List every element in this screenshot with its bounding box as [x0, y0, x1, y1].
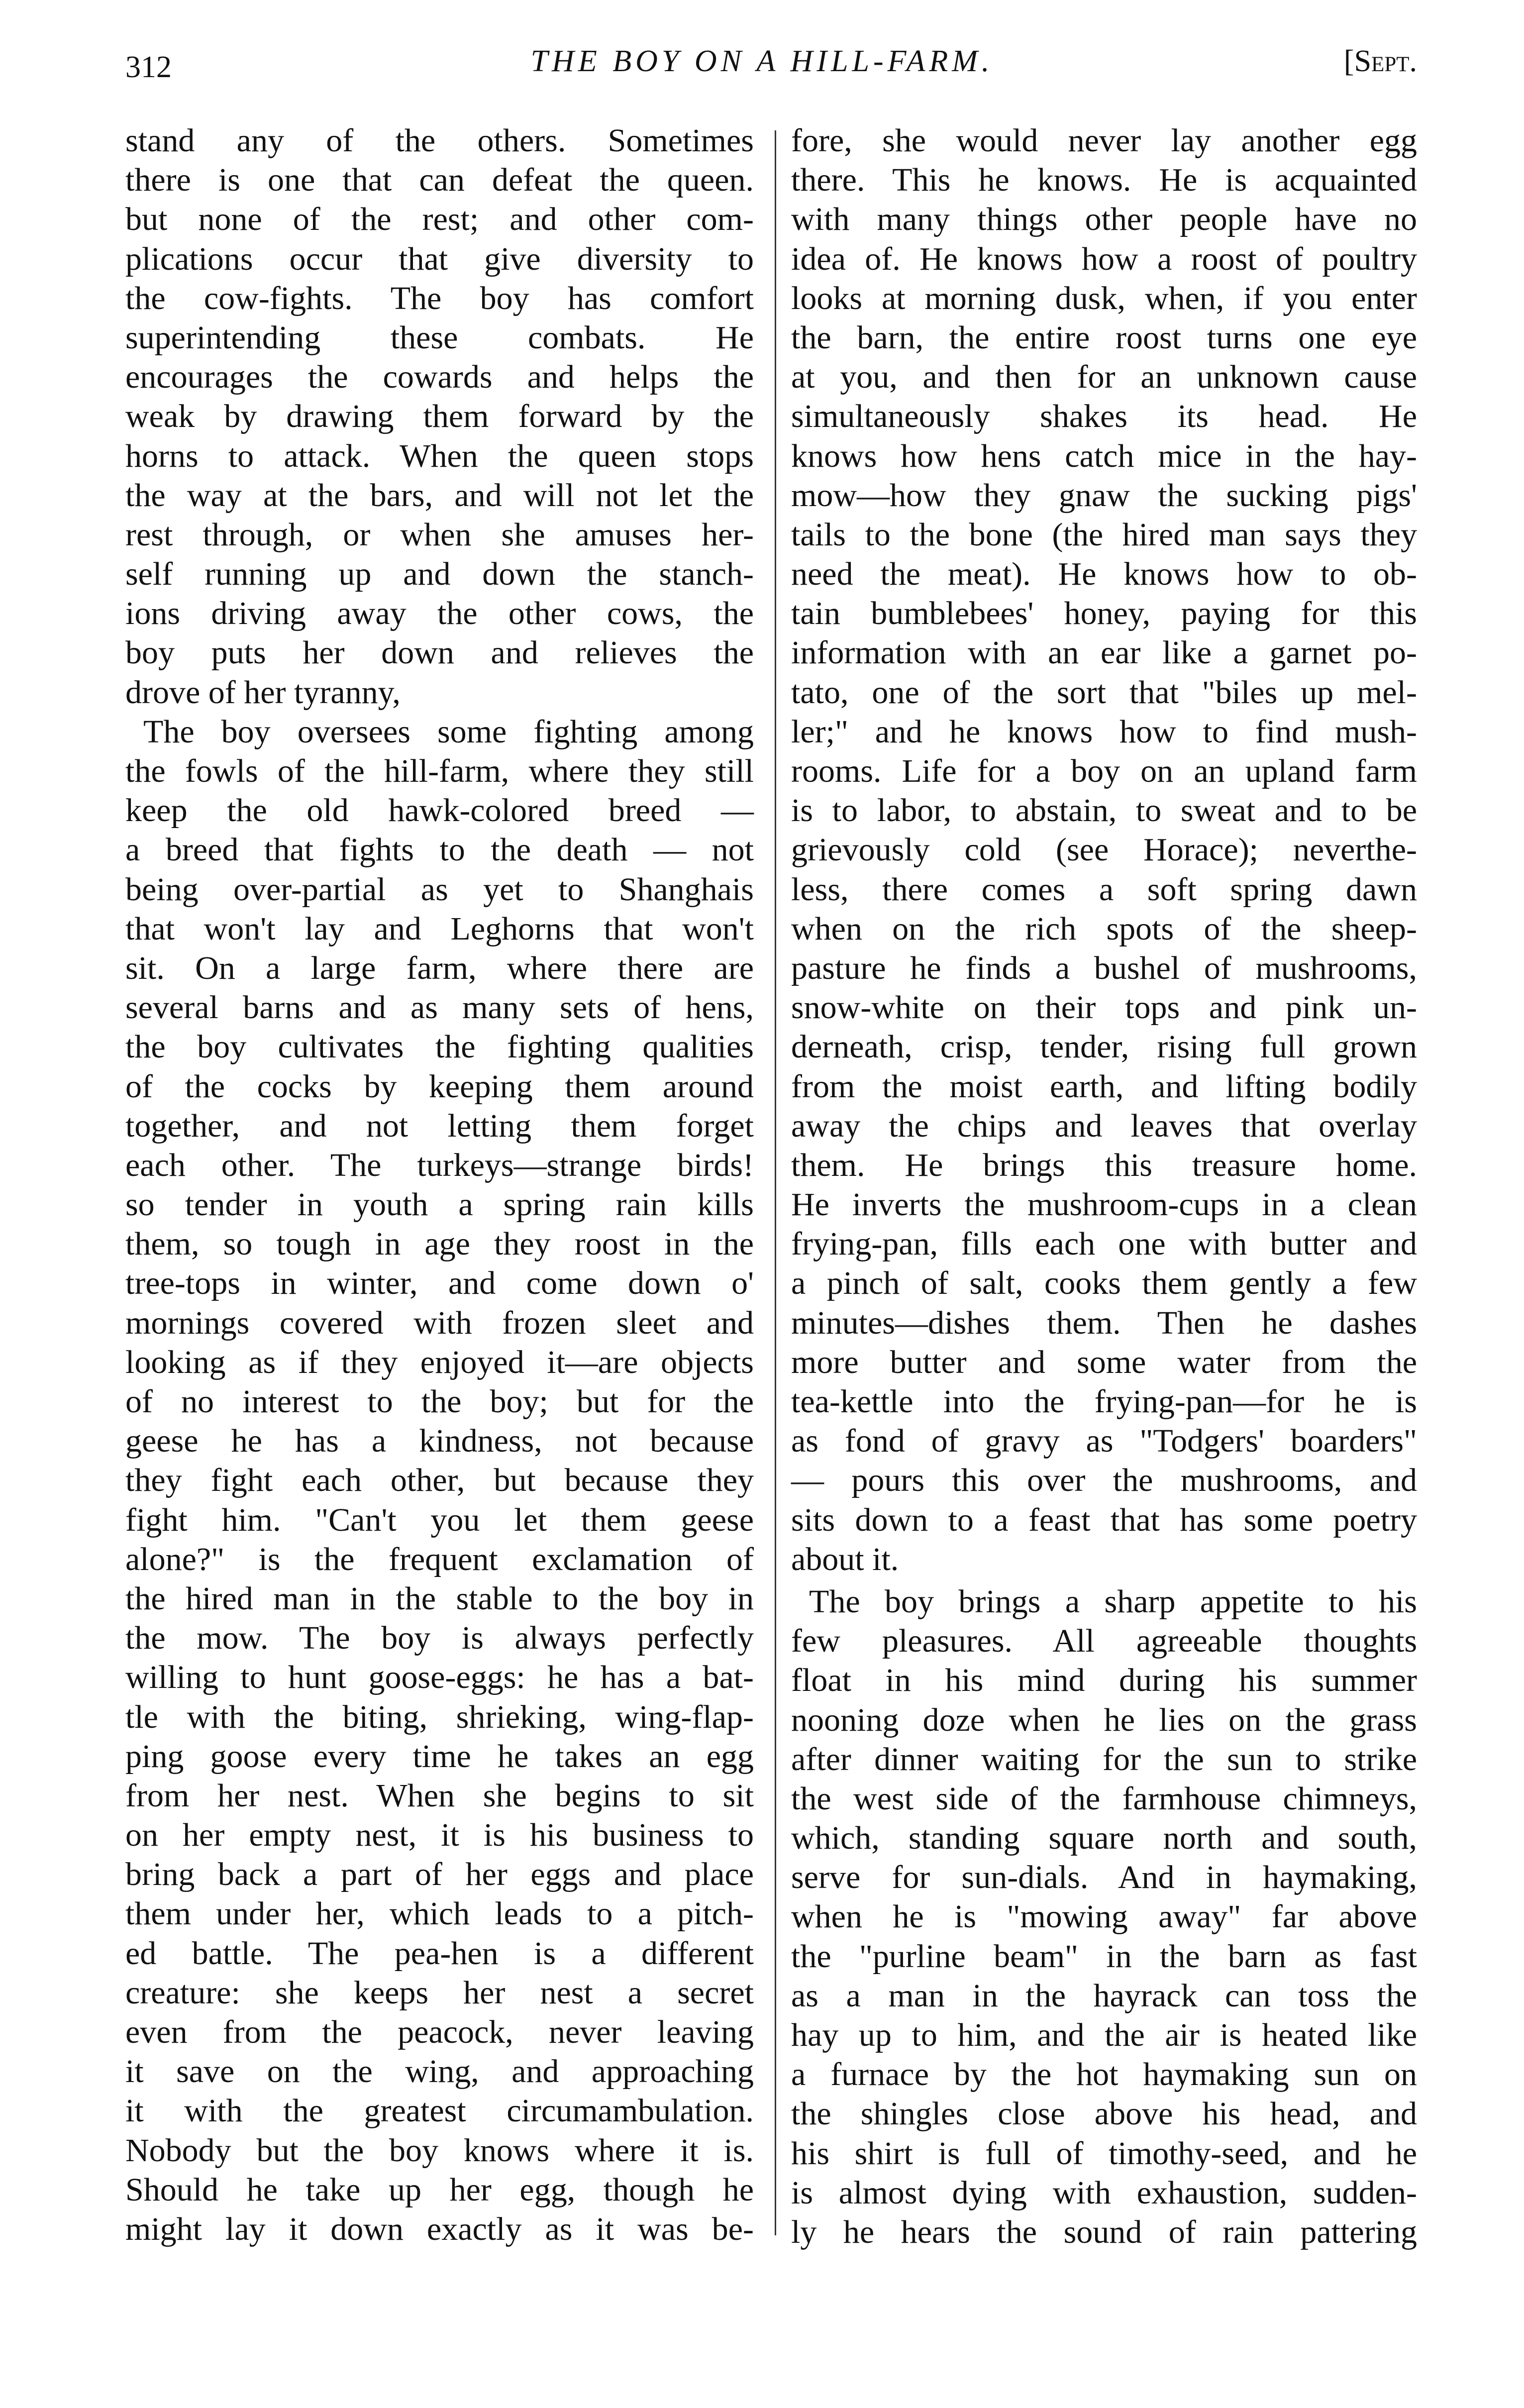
text-line: weak by drawing them forward by the — [125, 398, 754, 435]
text-line: of no interest to the boy; but for the — [125, 1383, 754, 1420]
text-line: geese he has a kindness, not because — [125, 1423, 754, 1460]
text-line: the boy cultivates the fighting qualities — [125, 1029, 754, 1065]
text-line: several barns and as many sets of hens, — [125, 989, 754, 1026]
text-line: ions driving away the other cows, the — [125, 595, 754, 632]
text-line: Nobody but the boy knows where it is. — [125, 2132, 754, 2169]
text-line: is almost dying with exhaustion, sudden- — [791, 2174, 1417, 2211]
text-line: grievously cold (see Horace); neverthe- — [791, 832, 1417, 868]
text-line: — pours this over the mushrooms, and — [791, 1462, 1417, 1499]
text-line: keep the old hawk-colored breed — — [125, 792, 754, 829]
text-line: horns to attack. When the queen stops — [125, 437, 754, 474]
text-line: tea-kettle into the frying-pan—for he is — [791, 1383, 1417, 1420]
running-month: [Sept. — [1343, 44, 1417, 78]
text-line: there is one that can defeat the queen. — [125, 162, 754, 199]
text-line: but none of the rest; and other com- — [125, 201, 754, 238]
text-line: them under her, which leads to a pitch- — [125, 1895, 754, 1932]
text-line: Should he take up her egg, though he — [125, 2171, 754, 2208]
text-line: it with the greatest circumambulation. — [125, 2093, 754, 2129]
text-line: pasture he finds a bushel of mushrooms, — [791, 949, 1417, 986]
text-line: serve for sun-dials. And in haymaking, — [791, 1859, 1417, 1896]
text-line: as fond of gravy as "Todgers' boarders" — [791, 1423, 1417, 1460]
text-line: knows how hens catch mice in the hay- — [791, 437, 1417, 474]
text-line: it save on the wing, and approaching — [125, 2053, 754, 2090]
text-line: the cow-fights. The boy has comfort — [125, 280, 754, 316]
text-line: the barn, the entire roost turns one eye — [791, 319, 1417, 356]
text-line: being over-partial as yet to Shanghais — [125, 871, 754, 908]
text-line: might lay it down exactly as it was be- — [125, 2210, 754, 2247]
text-line: idea of. He knows how a roost of poultry — [791, 240, 1417, 277]
text-line: hay up to him, and the air is heated like — [791, 2017, 1417, 2053]
text-line: ly he hears the sound of rain pattering — [791, 2213, 1417, 2250]
text-line: creature: she keeps her nest a secret — [125, 1974, 754, 2011]
text-line: mornings covered with frozen sleet and — [125, 1304, 754, 1341]
text-line: derneath, crisp, tender, rising full grown — [791, 1029, 1417, 1065]
text-line: sit. On a large farm, where there are — [125, 949, 754, 986]
text-line: each other. The turkeys—strange birds! — [125, 1147, 754, 1183]
text-line: need the meat). He knows how to ob- — [791, 556, 1417, 593]
text-line: simultaneously shakes its head. He — [791, 398, 1417, 435]
text-line: the mow. The boy is always perfectly — [125, 1620, 754, 1657]
text-line: the west side of the farmhouse chimneys, — [791, 1780, 1417, 1817]
text-line: plications occur that give diversity to — [125, 240, 754, 277]
text-line: encourages the cowards and helps the — [125, 359, 754, 396]
text-line: as a man in the hayrack can toss the — [791, 1977, 1417, 2014]
text-line: the hired man in the stable to the boy in — [125, 1580, 754, 1617]
text-line: ed battle. The pea-hen is a different — [125, 1935, 754, 1972]
text-line: the "purline beam" in the barn as fast — [791, 1938, 1417, 1975]
text-line: self running up and down the stanch- — [125, 556, 754, 593]
text-line: is to labor, to abstain, to sweat and to be — [791, 792, 1417, 829]
text-line: looking as if they enjoyed it—are objects — [125, 1344, 754, 1380]
text-line: tain bumblebees' honey, paying for this — [791, 595, 1417, 632]
text-line: the way at the bars, and will not let the — [125, 477, 754, 514]
text-line: tle with the biting, shrieking, wing-flap- — [125, 1698, 754, 1735]
text-line: his shirt is full of timothy-seed, and he — [791, 2135, 1417, 2172]
text-line: tails to the bone (the hired man says they — [791, 516, 1417, 553]
text-line: away the chips and leaves that overlay — [791, 1107, 1417, 1144]
text-line: ping goose every time he takes an egg — [125, 1738, 754, 1775]
text-line: few pleasures. All agreeable thoughts — [791, 1623, 1417, 1660]
text-line: tato, one of the sort that "biles up mel- — [791, 674, 1417, 711]
text-line: the shingles close above his head, and — [791, 2095, 1417, 2132]
text-line: from her nest. When she begins to sit — [125, 1777, 754, 1814]
text-line: with many things other people have no — [791, 201, 1417, 238]
text-line: there. This he knows. He is acquainted — [791, 162, 1417, 199]
text-line: boy puts her down and relieves the — [125, 634, 754, 671]
text-line: a furnace by the hot haymaking sun on — [791, 2056, 1417, 2093]
text-line: ler;" and he knows how to find mush- — [791, 713, 1417, 750]
text-line: fore, she would never lay another egg — [791, 122, 1417, 159]
text-line: He inverts the mushroom-cups in a clean — [791, 1186, 1417, 1223]
text-line: when on the rich spots of the sheep- — [791, 910, 1417, 947]
text-line: them. He brings this treasure home. — [791, 1147, 1417, 1183]
text-line: rooms. Life for a boy on an upland farm — [791, 753, 1417, 789]
text-line: fight him. "Can't you let them geese — [125, 1501, 754, 1538]
text-line: after dinner waiting for the sun to strike — [791, 1741, 1417, 1778]
text-line: minutes—dishes them. Then he dashes — [791, 1304, 1417, 1341]
text-line: bring back a part of her eggs and place — [125, 1856, 754, 1893]
left-text-column — [125, 121, 754, 2249]
text-line: them, so tough in age they roost in the — [125, 1226, 754, 1262]
text-line: of the cocks by keeping them around — [125, 1068, 754, 1105]
text-line: the fowls of the hill-farm, where they still — [125, 753, 754, 789]
text-line: nooning doze when he lies on the grass — [791, 1701, 1417, 1738]
text-line: a breed that fights to the death — not — [125, 832, 754, 868]
right-text-column — [791, 121, 1417, 2252]
text-line: snow-white on their tops and pink un- — [791, 989, 1417, 1026]
text-line: even from the peacock, never leaving — [125, 2014, 754, 2050]
text-line: frying-pan, fills each one with butter and — [791, 1226, 1417, 1262]
text-line: looks at morning dusk, when, if you enter — [791, 280, 1417, 316]
text-line: on her empty nest, it is his business to — [125, 1817, 754, 1854]
text-line: rest through, or when she amuses her- — [125, 516, 754, 553]
text-line: superintending these combats. He — [125, 319, 754, 356]
text-line: The boy brings a sharp appetite to his — [809, 1583, 1417, 1620]
text-line: which, standing square north and south, — [791, 1820, 1417, 1857]
text-line: stand any of the others. Sometimes — [125, 122, 754, 159]
text-line: sits down to a feast that has some poetry — [791, 1501, 1417, 1538]
text-line: a pinch of salt, cooks them gently a few — [791, 1265, 1417, 1302]
text-line: at you, and then for an unknown cause — [791, 359, 1417, 396]
column-divider — [775, 130, 776, 2235]
text-line: from the moist earth, and lifting bodily — [791, 1068, 1417, 1105]
text-line: float in his mind during his summer — [791, 1662, 1417, 1699]
text-line: information with an ear like a garnet po- — [791, 634, 1417, 671]
text-line: they fight each other, but because they — [125, 1462, 754, 1499]
page-number: 312 — [125, 50, 172, 84]
text-line: about it. — [791, 1541, 899, 1577]
text-line: less, there comes a soft spring dawn — [791, 871, 1417, 908]
running-title: THE BOY ON A HILL-FARM. — [530, 44, 994, 78]
text-line: so tender in youth a spring rain kills — [125, 1186, 754, 1223]
text-line: together, and not letting them forget — [125, 1107, 754, 1144]
text-line: The boy oversees some fighting among — [143, 713, 754, 750]
text-line: more butter and some water from the — [791, 1344, 1417, 1380]
text-line: drove of her tyranny, — [125, 674, 401, 711]
text-line: mow—how they gnaw the sucking pigs' — [791, 477, 1417, 514]
text-line: tree-tops in winter, and come down o' — [125, 1265, 754, 1302]
text-line: that won't lay and Leghorns that won't — [125, 910, 754, 947]
text-line: willing to hunt goose-eggs: he has a bat- — [125, 1659, 754, 1696]
text-line: when he is "mowing away" far above — [791, 1898, 1417, 1935]
text-line: alone?" is the frequent exclamation of — [125, 1541, 754, 1577]
